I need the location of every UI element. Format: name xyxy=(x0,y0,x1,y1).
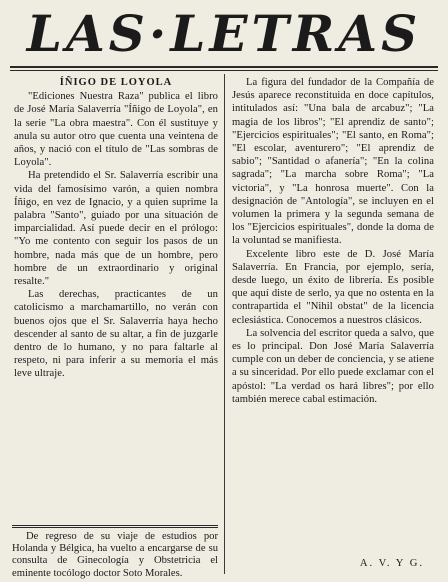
article-signature: A. V. Y G. xyxy=(359,558,424,569)
article-paragraph: La solvencia del escritor queda a salvo, que es lo principal. Don José María Salaverría cumple con un deber de conciencia, y se atiene a su sinceridad. Por ello puede exclamar con el apóstol: "La verdad os hará libres"; por ello también merece cabal estimación. xyxy=(232,327,434,405)
article-paragraph: Excelente libro este de D. José María Salaverría. En Francia, por ejemplo, sería, desde luego, un éxito de librería. Es posible que aquí diste de serlo, ya que no ostenta en la contrapartida el "Nihil obstat" de la licencia eclesiástica. Conocemos a nuestros clásicos. xyxy=(232,248,434,326)
article-column-right xyxy=(232,76,434,406)
masthead-rule xyxy=(10,66,438,68)
article-paragraph: Las derechas, practicantes de un catolicismo a marchamartillo, no verán con buenos ojos que el Sr. Salaverría haya hecho descender al santo de su altar, a fin de juzgarle dentro de lo humano, y no para faltarle al respeto, ni para inferir a su memoria el más leve ultraje. xyxy=(14,289,218,380)
article-paragraph: Ha pretendido el Sr. Salaverría escribir una vida del famosísimo varón, a quien nombra Íñigo, en vez de Ignacio, y a quien suprime la palabra "Santo", guiado por una situación de imparcialidad. Así puede decir en el prólogo: "Yo me contento con seguir los pasos de un hombre, nada más que de un hombre, pero hombre de un extraordinario y original resalte." xyxy=(14,170,218,288)
section-masthead: LAS·LETRAS xyxy=(26,6,422,62)
column-divider xyxy=(224,74,225,574)
article-headline: ÍÑIGO DE LOYOLA xyxy=(59,77,173,88)
article-paragraph: "Ediciones Nuestra Raza" publica el libro de José María Salaverría "Íñigo de Loyola", en la serie "La obra maestra". Con él sustituye y anula su autor otro que cuenta una veintena de años, y nació con el título de "Las sombras de Loyola". xyxy=(14,91,218,169)
article-paragraph: La figura del fundador de la Compañía de Jesús aparece reconstituida en doce capítulos, intitulados así: "Una bala de arcabuz"; "La magia de los libros"; "El aprendiz de santo"; "Ejercicios espirituales"; "El santo, en Roma"; "El escolar, aventurero"; "El aprendiz de sabio"; "Santidad o afanería"; "En la colina sagrada"; "La marcha sobre Roma"; "La victoria", y "La honrosa muerte". Con la designación de "Antología", se incluyen en el volumen la primera y la segunda semana de los "Ejercicios espirituales", donde la doma de la voluntad se manifiesta. xyxy=(232,77,434,247)
news-note xyxy=(12,525,218,578)
news-note-text: De regreso de su viaje de estudios por Holanda y Bélgica, ha vuelto a encargarse de su consulta de Ginecología y Obstetricia el eminente tocólogo doctor Soto Morales. xyxy=(12,531,218,579)
article-column-left xyxy=(14,76,218,381)
masthead-rule-thin xyxy=(10,70,438,71)
